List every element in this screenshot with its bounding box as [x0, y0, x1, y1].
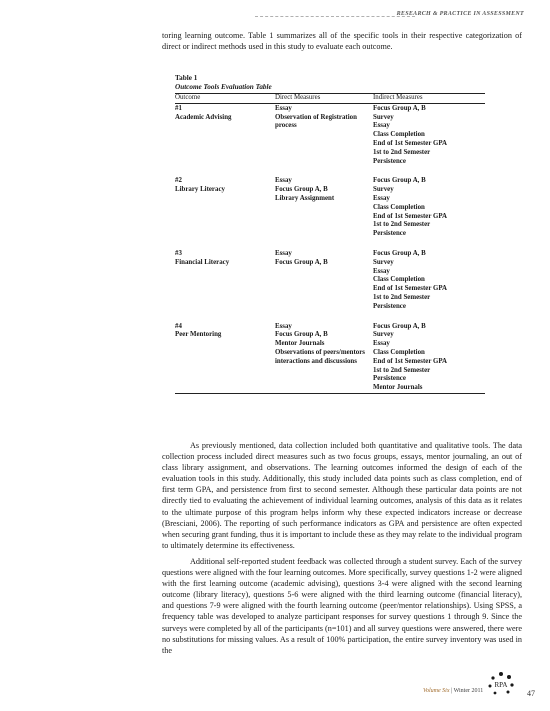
measure-item: Essay: [373, 194, 390, 202]
measure-item: End of 1st Semester GPA: [373, 212, 448, 220]
measure-item: Class Completion: [373, 348, 425, 356]
measure-item: Essay: [275, 177, 292, 185]
measure-item: 1st to 2nd Semester: [373, 366, 431, 374]
measure-item: 1st to 2nd Semester: [373, 221, 431, 229]
measure-item: Focus Group A, B: [373, 249, 426, 257]
column-header-indirect: Indirect Measures: [373, 94, 485, 104]
direct-measures-cell: [275, 103, 373, 177]
outcome-tools-table-block: [175, 74, 485, 394]
indirect-measures-cell: [373, 250, 485, 323]
footer-issue: Winter 2011: [453, 688, 484, 694]
outcome-tools-table: [175, 93, 485, 394]
paragraph: As previously mentioned, data collection included both quantitative and qualitative tools. The data collection process included direct measures such as two focus groups, essays, mentor journaling, an out of class library assignment, and observations. The learning outcomes informed the design of each of the evaluation tools in this study. Additionally, this study included data points such as class completion, end of first term GPA, and persistence from first to second semester. Although these particular data points are not directly tied to evaluating the achievement of individual learning outcomes, analysis of this data as it relates to the ultimate purpose of this program helps inform why these expected indicators increase or decrease (Bresciani, 2006). The reporting of such performance indicators as GPA and persistence are often expected when securing grant funding, thus it is important to include these as they may relate to the individual program to ultimately determine its effectiveness.: [162, 441, 522, 550]
measure-item: Essay: [373, 122, 390, 130]
measure-item: #1: [175, 104, 182, 112]
measure-item: Survey: [373, 186, 394, 194]
measure-item: End of 1st Semester GPA: [373, 357, 448, 365]
indirect-measures-cell: [373, 323, 485, 394]
table-row: [175, 323, 485, 394]
measure-item: Persistence: [373, 302, 406, 310]
measure-item: Essay: [373, 340, 390, 348]
measure-item: Class Completion: [373, 276, 425, 284]
measure-item: #2: [175, 177, 182, 185]
measure-item: Focus Group A, B: [373, 322, 426, 330]
measure-item: Focus Group A, B: [275, 331, 328, 339]
header-rule: [255, 16, 415, 17]
measure-item: #4: [175, 322, 182, 330]
table-row: [175, 250, 485, 323]
direct-measures-cell: [275, 177, 373, 250]
intro-paragraph: toring learning outcome. Table 1 summarizes all of the specific tools in their respective categorization of direct or indirect methods used in this study to evaluate each outcome.: [162, 31, 522, 51]
measure-item: Essay: [275, 322, 292, 330]
table-row: [175, 177, 485, 250]
measure-item: Observations of peers/mentors interactions and discussions: [275, 348, 365, 365]
measure-item: Survey: [373, 113, 394, 121]
measure-item: Mentor Journals: [275, 340, 325, 348]
outcome-cell: [175, 103, 275, 177]
direct-measures-cell: [275, 250, 373, 323]
measure-item: 1st to 2nd Semester: [373, 148, 431, 156]
direct-measures-cell: [275, 323, 373, 394]
table-label: Table 1: [175, 74, 198, 82]
footer-publication: [423, 688, 483, 694]
measure-item: Library Assignment: [275, 194, 335, 202]
measure-item: Mentor Journals: [373, 384, 423, 392]
column-header-direct: Direct Measures: [275, 94, 373, 104]
measure-item: Persistence: [373, 230, 406, 238]
measure-item: Focus Group A, B: [373, 104, 426, 112]
measure-item: Survey: [373, 258, 394, 266]
measure-item: Survey: [373, 331, 394, 339]
measure-item: Financial Literacy: [175, 258, 230, 266]
rpa-logo-icon: [487, 671, 515, 695]
outcome-cell: [175, 250, 275, 323]
measure-item: 1st to 2nd Semester: [373, 293, 431, 301]
table-title: Outcome Tools Evaluation Table: [175, 83, 272, 91]
measure-item: Essay: [275, 249, 292, 257]
measure-item: #3: [175, 249, 182, 257]
table-row: [175, 103, 485, 177]
measure-item: End of 1st Semester GPA: [373, 139, 448, 147]
table-header-row: [175, 94, 485, 104]
indirect-measures-cell: [373, 103, 485, 177]
column-header-outcome: Outcome: [175, 94, 275, 104]
indirect-measures-cell: [373, 177, 485, 250]
measure-item: Essay: [275, 104, 292, 112]
body-text: [162, 440, 522, 661]
footer-separator: |: [449, 688, 454, 694]
paragraph: Additional self-reported student feedback was collected through a student survey. Each of the survey questions were aligned with the four learning outcomes. More specifically, survey questions 1-2 were aligned with the first learning outcome (academic advising), questions 3-4 were aligned with the second learning outcome (library literacy), questions 5-6 were aligned with the third learning outcome (financial literacy), and questions 7-9 were aligned with the fourth learning outcome (peer/mentor relationships). Using SPSS, a frequency table was developed to analyze participant responses for survey questions 1 through 9. Since the surveys were completed by all of the participants (n=101) and all survey questions were answered, there were no substitutions for missing values. As a result of 100% participation, the entire survey inventory was used in the: [162, 556, 522, 655]
measure-item: Focus Group A, B: [275, 186, 328, 194]
measure-item: Peer Mentoring: [175, 331, 222, 339]
outcome-cell: [175, 177, 275, 250]
measure-item: Persistence: [373, 375, 406, 383]
footer-volume: Volume Six: [423, 688, 450, 694]
measure-item: Focus Group A, B: [373, 177, 426, 185]
measure-item: Focus Group A, B: [275, 258, 328, 266]
measure-item: Persistence: [373, 157, 406, 165]
measure-item: Library Literacy: [175, 186, 225, 194]
running-header: RESEARCH & PRACTICE IN ASSESSMENT: [396, 11, 524, 17]
measure-item: Essay: [373, 267, 390, 275]
svg-text:RPA: RPA: [494, 681, 508, 689]
measure-item: Class Completion: [373, 131, 425, 139]
measure-item: Class Completion: [373, 203, 425, 211]
measure-item: Academic Advising: [175, 113, 232, 121]
outcome-cell: [175, 323, 275, 394]
measure-item: Observation of Registration process: [275, 113, 357, 130]
measure-item: End of 1st Semester GPA: [373, 285, 448, 293]
page-number: 47: [527, 689, 535, 698]
